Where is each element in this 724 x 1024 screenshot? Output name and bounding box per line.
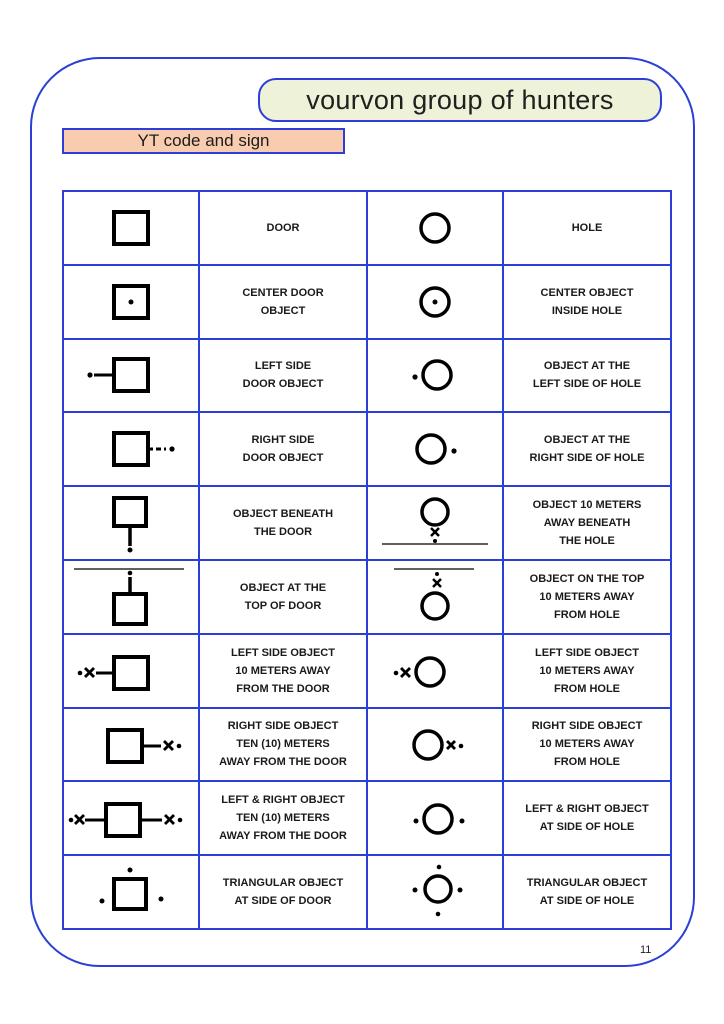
door-label: RIGHT SIDE OBJECT TEN (10) METERS AWAY FROM THE DOOR <box>219 720 347 769</box>
table-row <box>63 486 671 560</box>
page-number: 11 <box>640 944 652 956</box>
door-symbol-cell <box>63 855 199 929</box>
door-label: CENTER DOOR OBJECT <box>242 286 324 317</box>
door-label-cell <box>199 191 367 265</box>
door-label: OBJECT AT THE TOP OF DOOR <box>239 581 327 612</box>
door-symbol-cell <box>63 781 199 855</box>
hole-symbol-cell <box>367 486 503 560</box>
circle-center-dot-icon <box>370 269 500 335</box>
table-row <box>63 560 671 634</box>
door-label: LEFT SIDE DOOR OBJECT <box>242 360 324 391</box>
hole-label: HOLE <box>571 221 603 234</box>
door-symbol-cell <box>63 708 199 782</box>
door-label-cell <box>199 412 367 486</box>
hole-label: RIGHT SIDE OBJECT 10 METERS AWAY FROM HOLE <box>531 720 643 769</box>
square-right-x-icon <box>66 711 196 777</box>
door-label-cell <box>199 781 367 855</box>
circle-left-x-icon <box>370 638 500 704</box>
door-symbol-cell <box>63 560 199 634</box>
table-row <box>63 339 671 413</box>
door-label: TRIANGULAR OBJECT AT SIDE OF DOOR <box>222 877 344 908</box>
circle-right-x-icon <box>370 711 500 777</box>
table-row <box>63 412 671 486</box>
door-label-cell <box>199 634 367 708</box>
hole-label-cell <box>503 191 671 265</box>
square-top-object-icon <box>66 564 196 630</box>
circle-top-x-icon <box>370 564 500 630</box>
circle-icon <box>370 195 500 261</box>
circle-triangular-icon <box>370 859 500 925</box>
hole-label: CENTER OBJECT INSIDE HOLE <box>540 286 634 317</box>
door-symbol-cell <box>63 634 199 708</box>
section-subtitle-text: YT code and sign <box>137 131 270 150</box>
hole-label: OBJECT AT THE LEFT SIDE OF HOLE <box>532 360 642 391</box>
hole-symbol-cell <box>367 708 503 782</box>
door-label-cell <box>199 339 367 413</box>
square-both-x-icon <box>66 785 196 851</box>
hole-label-cell <box>503 339 671 413</box>
hole-symbol-cell <box>367 560 503 634</box>
hole-label-cell <box>503 486 671 560</box>
page-title-text: vourvon group of hunters <box>306 84 614 115</box>
page-title <box>258 78 662 122</box>
hole-label-cell <box>503 412 671 486</box>
door-symbol-cell <box>63 191 199 265</box>
hole-label-cell <box>503 708 671 782</box>
circle-left-dot-icon <box>370 342 500 408</box>
door-symbol-cell <box>63 486 199 560</box>
hole-label-cell <box>503 560 671 634</box>
hole-label: LEFT SIDE OBJECT 10 METERS AWAY FROM HOLE <box>535 646 639 695</box>
hole-symbol-cell <box>367 265 503 339</box>
hole-symbol-cell <box>367 339 503 413</box>
hole-label: LEFT & RIGHT OBJECT AT SIDE OF HOLE <box>525 803 649 834</box>
table-row <box>63 634 671 708</box>
hole-label-cell <box>503 265 671 339</box>
door-symbol-cell <box>63 412 199 486</box>
hole-label-cell <box>503 855 671 929</box>
section-subtitle <box>62 128 345 154</box>
table-row <box>63 708 671 782</box>
hole-label: OBJECT AT THE RIGHT SIDE OF HOLE <box>529 434 645 465</box>
table-row <box>63 265 671 339</box>
square-center-dot-icon <box>66 269 196 335</box>
hole-symbol-cell <box>367 855 503 929</box>
hole-symbol-cell <box>367 412 503 486</box>
door-label: RIGHT SIDE DOOR OBJECT <box>242 434 324 465</box>
square-right-object-icon <box>66 416 196 482</box>
table-row <box>63 855 671 929</box>
table-row <box>63 781 671 855</box>
hole-symbol-cell <box>367 634 503 708</box>
hole-label: OBJECT ON THE TOP 10 METERS AWAY FROM HOLE <box>529 572 645 621</box>
table-row <box>63 191 671 265</box>
door-label-cell <box>199 486 367 560</box>
door-label-cell <box>199 265 367 339</box>
door-label-cell <box>199 708 367 782</box>
hole-label-cell <box>503 634 671 708</box>
door-label: LEFT & RIGHT OBJECT TEN (10) METERS AWAY FROM THE DOOR <box>219 794 347 843</box>
square-left-x-icon <box>66 638 196 704</box>
hole-label-cell <box>503 781 671 855</box>
hole-symbol-cell <box>367 191 503 265</box>
door-label-cell <box>199 560 367 634</box>
symbol-table <box>62 190 672 930</box>
circle-both-dots-icon <box>370 785 500 851</box>
hole-label: TRIANGULAR OBJECT AT SIDE OF HOLE <box>526 877 648 908</box>
door-label: LEFT SIDE OBJECT 10 METERS AWAY FROM THE DOOR <box>231 646 335 695</box>
circle-below-x-icon <box>370 490 500 556</box>
door-symbol-cell <box>63 265 199 339</box>
door-label: OBJECT BENEATH THE DOOR <box>232 508 334 539</box>
square-icon <box>66 195 196 261</box>
door-label-cell <box>199 855 367 929</box>
hole-label: OBJECT 10 METERS AWAY BENEATH THE HOLE <box>532 499 642 548</box>
door-symbol-cell <box>63 339 199 413</box>
square-below-object-icon <box>66 490 196 556</box>
hole-symbol-cell <box>367 781 503 855</box>
door-label: DOOR <box>266 221 300 234</box>
circle-right-dot-icon <box>370 416 500 482</box>
square-left-object-icon <box>66 342 196 408</box>
square-triangular-icon <box>66 859 196 925</box>
